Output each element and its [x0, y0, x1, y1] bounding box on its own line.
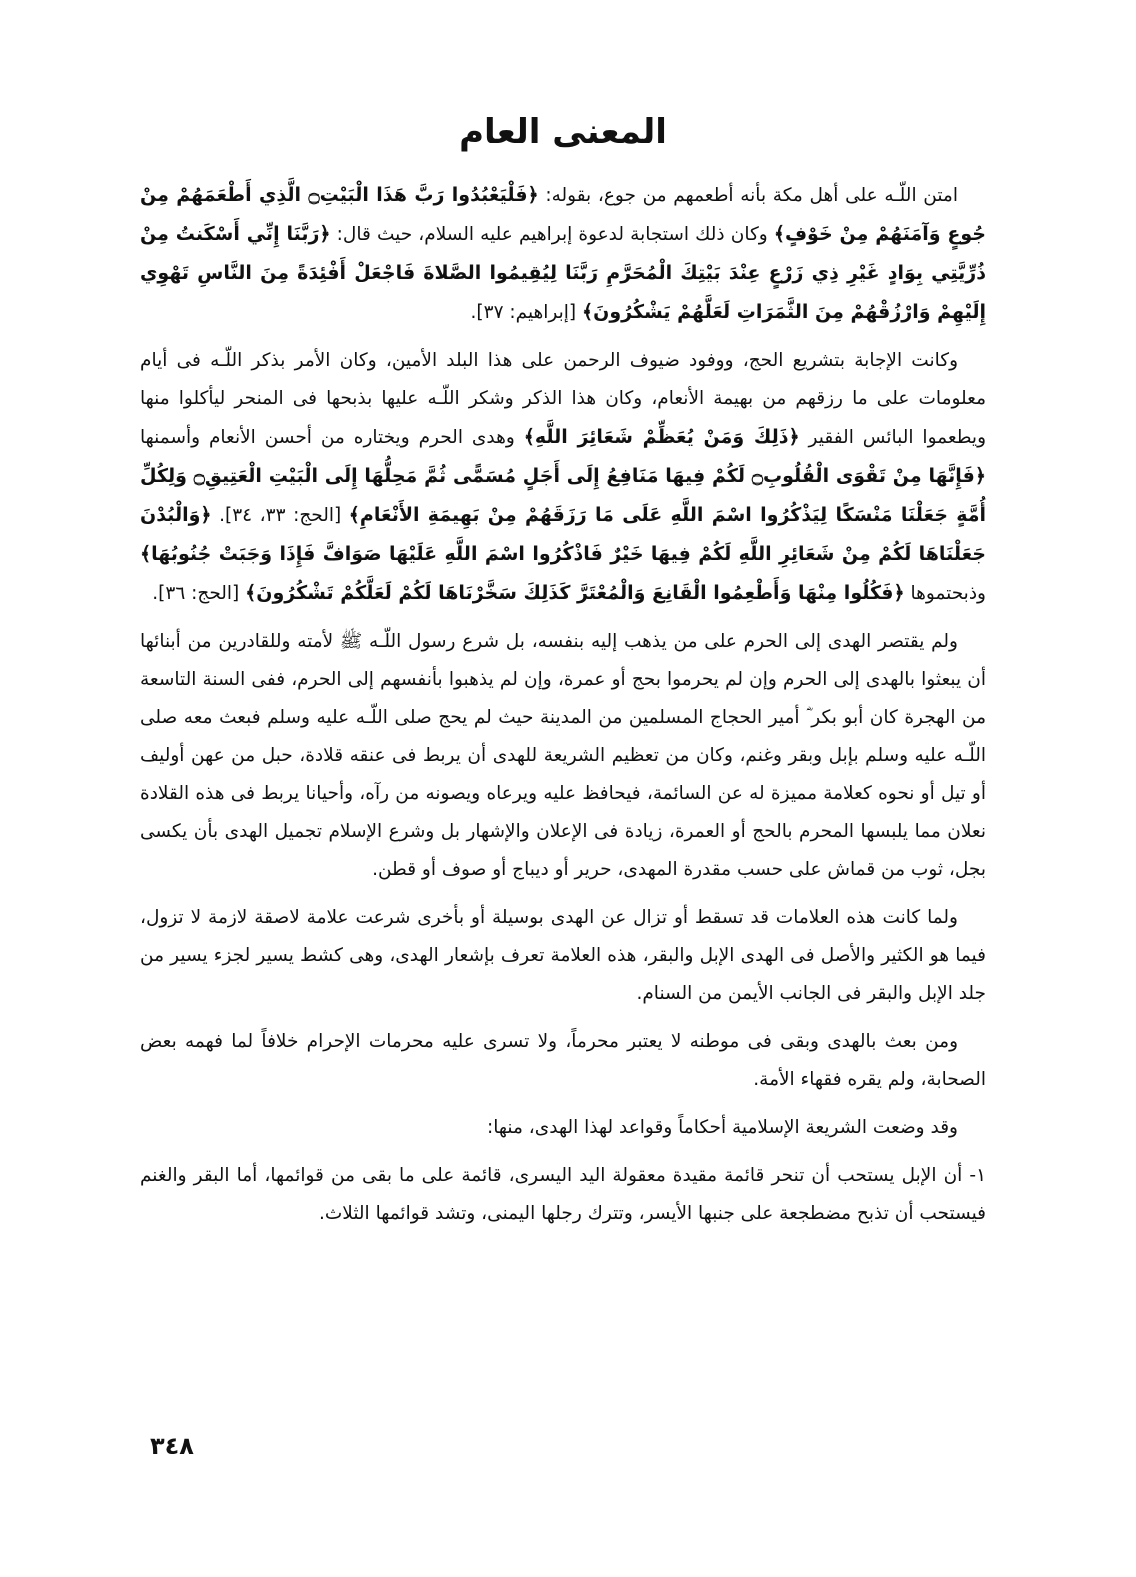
quran-verse: ﴿وَالْبُدْنَ جَعَلْنَاهَا لَكُمْ مِنْ شَعَائِرِ اللَّهِ لَكُمْ فِيهَا خَيْرٌ فَاذْكُرُوا اسْمَ اللَّهِ عَلَيْهَا صَوَافَّ فَإِذَا وَجَبَتْ جُنُوبُهَا﴾: [140, 504, 986, 565]
page-number: ٣٤٨: [150, 1432, 194, 1460]
text-segment: وذبحتموها: [904, 583, 986, 604]
paragraph: [140, 176, 986, 332]
page-title: المعنى العام: [459, 112, 667, 152]
quran-verse: ﴿ذَلِكَ وَمَنْ يُعَظِّمْ شَعَائِرَ اللَّهِ﴾: [523, 426, 800, 448]
paragraph: [140, 899, 986, 1013]
text-segment: وكانت الإجابة بتشريع الحج، ووفود ضيوف الرحمن على هذا البلد الأمين، وكان الأمر بذكر اللّـه فى أيام معلومات على ما رزقهم من بهيمة الأنعام، وكان هذا الذكر وشكر اللّـه عليها بذبحها فى المنحر ليأكلوا منها ويطعموا البائس الفقير: [140, 350, 987, 448]
text-segment: [الحج: ٣٦].: [152, 583, 246, 604]
quran-verse: ﴿فَلْيَعْبُدُوا رَبَّ هَذَا الْبَيْتِ۝ الَّذِي أَطْعَمَهُمْ مِنْ جُوعٍ وَآمَنَهُمْ مِنْ خَوْفٍ﴾: [140, 184, 986, 245]
text-segment: وقد وضعت الشريعة الإسلامية أحكاماً وقواعد لهذا الهدى، منها:: [487, 1117, 958, 1138]
text-segment: [الحج: ٣٣، ٣٤].: [211, 505, 349, 526]
paragraph: [140, 623, 986, 889]
quran-verse: ﴿فَإِنَّهَا مِنْ تَقْوَى الْقُلُوبِ۝ لَكُمْ فِيهَا مَنَافِعُ إِلَى أَجَلٍ مُسَمًّى ثُمَّ مَحِلُّهَا إِلَى الْبَيْتِ الْعَتِيقِ۝ وَلِكُلِّ أُمَّةٍ جَعَلْنَا مَنْسَكًا لِيَذْكُرُوا اسْمَ اللَّهِ عَلَى مَا رَزَقَهُمْ مِنْ بَهِيمَةِ الأَنْعَامِ﴾: [140, 465, 987, 526]
text-segment: ولما كانت هذه العلامات قد تسقط أو تزال عن الهدى بوسيلة أو بأخرى شرعت علامة لاصقة لازمة لا تزول، فيما هو الكثير والأصل فى الهدى الإبل والبقر، هذه العلامة تعرف بإشعار الهدى، وهى كشط يسير لجزء يسير من جلد الإبل والبقر فى الجانب الأيمن من السنام.: [140, 907, 986, 1004]
quran-verse: ﴿رَبَّنَا إِنِّي أَسْكَنتُ مِنْ ذُرِّيَّتِي بِوَادٍ غَيْرِ ذِي زَرْعٍ عِنْدَ بَيْتِكَ الْمُحَرَّمِ رَبَّنَا لِيُقِيمُوا الصَّلاةَ فَاجْعَلْ أَفْئِدَةً مِنَ النَّاسِ تَهْوِي إِلَيْهِمْ وَارْزُقْهُمْ مِنَ الثَّمَرَاتِ لَعَلَّهُمْ يَشْكُرُونَ﴾: [140, 223, 986, 323]
quran-verse: ﴿فَكُلُوا مِنْهَا وَأَطْعِمُوا الْقَانِعَ وَالْمُعْتَرَّ كَذَلِكَ سَخَّرْنَاهَا لَكُمْ لَعَلَّكُمْ تَشْكُرُونَ﴾: [245, 582, 905, 604]
paragraph: [140, 342, 986, 613]
text-segment: ومن بعث بالهدى وبقى فى موطنه لا يعتبر محرماً، ولا تسرى عليه محرمات الإحرام خلافاً لما فهمه بعض الصحابة، ولم يقره فقهاء الأمة.: [140, 1031, 986, 1090]
text-segment: ١- أن الإبل يستحب أن تنحر قائمة مقيدة معقولة اليد اليسرى، قائمة على ما بقى من قوائمها، أما البقر والغنم فيستحب أن تذبح مضطجعة على جنبها الأيسر، وتترك رجلها اليمنى، وتشد قوائمها الثلاث.: [140, 1165, 986, 1224]
paragraph: [140, 1023, 986, 1099]
text-segment: وهدى الحرم ويختاره من أحسن الأنعام وأسمنها: [140, 427, 524, 448]
body-text: [140, 176, 986, 1233]
text-segment: امتن اللّـه على أهل مكة بأنه أطعمهم من جوع، بقوله:: [538, 185, 958, 206]
paragraph: [140, 1109, 986, 1147]
text-segment: ولم يقتصر الهدى إلى الحرم على من يذهب إليه بنفسه، بل شرع رسول اللّـه ﷺ لأمته وللقادرين من أبنائها أن يبعثوا بالهدى إلى الحرم وإن لم يحرموا بحج أو عمرة، وإن لم يذهبوا بأنفسهم إلى الحرم، ففى السنة التاسعة من الهجرة كان أبو بكر ؓ أمير الحجاج المسلمين من المدينة حيث لم يحج صلى اللّـه عليه وسلم فبعث معه صلى اللّـه عليه وسلم بإبل وبقر وغنم، وكان من تعظيم الشريعة للهدى أن يربط فى عنقه قلادة، حبل من عهن أوليف أو تيل أو نحوه كعلامة مميزة له عن السائمة، فيحافظ عليه ويرعاه ويصونه من رآه، وأحيانا يربط فى هذه القلادة نعلان مما يلبسها المحرم بالحج أو العمرة، زيادة فى الإعلان والإشهار بل وشرع الإسلام تجميل الهدى بأن يكسى بجل، ثوب من قماش على حسب مقدرة المهدى، حرير أو ديباج أو صوف أو قطن.: [140, 631, 986, 880]
text-segment: [إبراهيم: ٣٧].: [470, 302, 583, 323]
text-segment: وكان ذلك استجابة لدعوة إبراهيم عليه السلام، حيث قال:: [330, 224, 774, 245]
paragraph: [140, 1157, 986, 1233]
